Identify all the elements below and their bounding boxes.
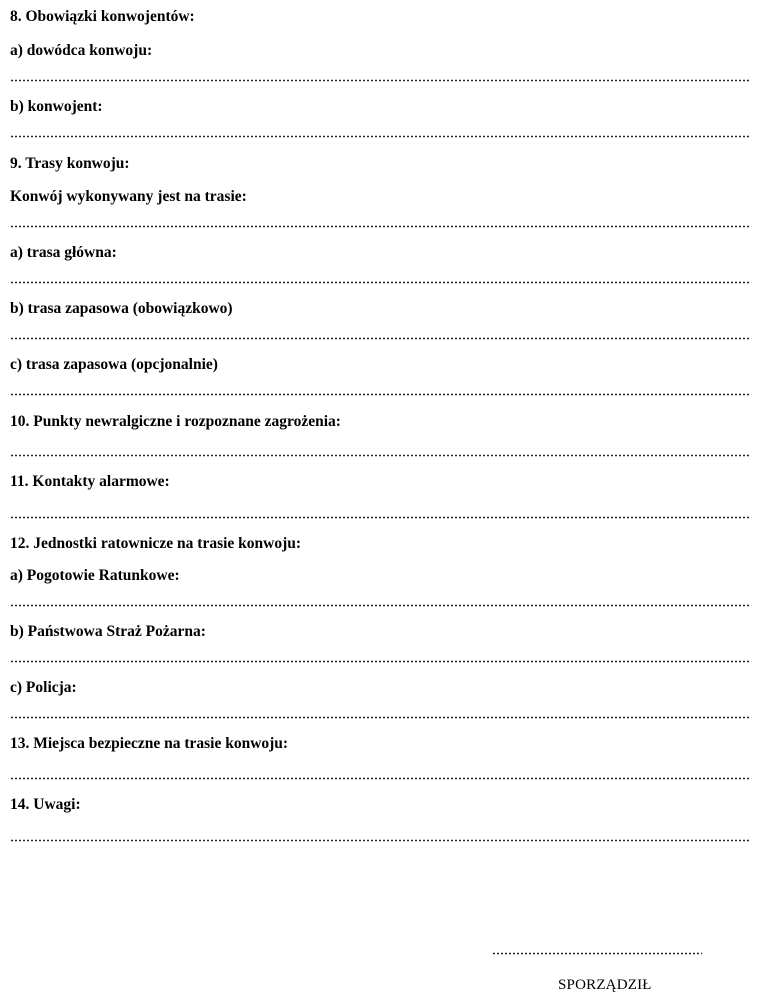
- fill-line-12a[interactable]: [10, 604, 751, 607]
- fill-line-14[interactable]: [10, 839, 751, 842]
- fill-line-9-intro[interactable]: [10, 225, 751, 228]
- signature-line[interactable]: [492, 952, 702, 955]
- section-12c-label: c) Policja:: [10, 679, 77, 696]
- section-8b-label: b) konwojent:: [10, 98, 103, 115]
- fill-line-8b[interactable]: [10, 135, 751, 138]
- section-14-heading: 14. Uwagi:: [10, 796, 81, 813]
- section-9b-label: b) trasa zapasowa (obowiązkowo): [10, 300, 233, 317]
- section-13-heading: 13. Miejsca bezpieczne na trasie konwoju:: [10, 735, 289, 752]
- section-9a-label: a) trasa główna:: [10, 244, 117, 261]
- section-10-heading: 10. Punkty newralgiczne i rozpoznane zagrożenia:: [10, 413, 341, 430]
- fill-line-8a[interactable]: [10, 79, 751, 82]
- section-12-heading: 12. Jednostki ratownicze na trasie konwoju:: [10, 535, 302, 552]
- signature-label: SPORZĄDZIŁ: [558, 977, 652, 993]
- section-9c-label: c) trasa zapasowa (opcjonalnie): [10, 356, 218, 373]
- fill-line-13[interactable]: [10, 777, 751, 780]
- section-11-heading: 11. Kontakty alarmowe:: [10, 473, 170, 490]
- section-8-heading: 8. Obowiązki konwojentów:: [10, 8, 195, 25]
- section-8a-label: a) dowódca konwoju:: [10, 42, 153, 59]
- fill-line-9c[interactable]: [10, 393, 751, 396]
- fill-line-12c[interactable]: [10, 716, 751, 719]
- fill-line-10[interactable]: [10, 454, 751, 457]
- fill-line-11[interactable]: [10, 516, 751, 519]
- section-12b-label: b) Państwowa Straż Pożarna:: [10, 623, 206, 640]
- fill-line-12b[interactable]: [10, 660, 751, 663]
- fill-line-9b[interactable]: [10, 337, 751, 340]
- section-9-heading: 9. Trasy konwoju:: [10, 155, 130, 172]
- section-12a-label: a) Pogotowie Ratunkowe:: [10, 567, 180, 584]
- fill-line-9a[interactable]: [10, 281, 751, 284]
- section-9-intro: Konwój wykonywany jest na trasie:: [10, 188, 247, 205]
